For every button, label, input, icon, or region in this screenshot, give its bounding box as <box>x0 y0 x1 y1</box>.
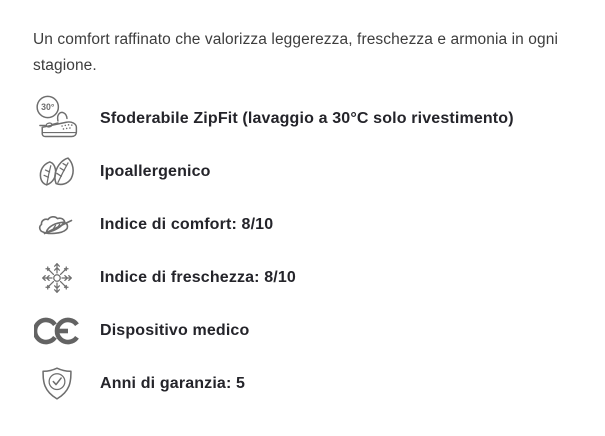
feature-row-ipoallergenico <box>33 145 575 198</box>
cloud-feather-icon <box>33 199 81 251</box>
feature-label: Indice di freschezza: 8/10 <box>100 268 296 286</box>
feature-row-comfort <box>33 198 575 251</box>
wash-30-zipfit-icon <box>33 93 81 145</box>
feature-row-sfoderabile <box>33 92 575 145</box>
shield-check-icon <box>33 358 81 410</box>
feature-label: Dispositivo medico <box>100 321 250 339</box>
snowflake-icon <box>33 252 81 304</box>
feature-row-dispositivo-medico <box>33 304 575 357</box>
ce-mark-icon <box>33 305 81 357</box>
feature-label: Anni di garanzia: 5 <box>100 374 246 392</box>
leaves-icon <box>33 146 81 198</box>
feature-label: Sfoderabile ZipFit (lavaggio a 30°C solo rivestimento) <box>100 109 514 127</box>
feature-label: Ipoallergenico <box>100 162 211 180</box>
intro-line-2: stagione. <box>33 57 97 74</box>
intro-line-1: Un comfort raffinato che valorizza leggerezza, freschezza e armonia in ogni <box>33 31 559 48</box>
wash-temperature-label: 30° <box>41 101 55 112</box>
feature-label: Indice di comfort: 8/10 <box>100 215 274 233</box>
feature-list <box>33 92 575 410</box>
feature-row-freschezza <box>33 251 575 304</box>
feature-row-garanzia <box>33 357 575 410</box>
intro-paragraph <box>33 27 575 79</box>
